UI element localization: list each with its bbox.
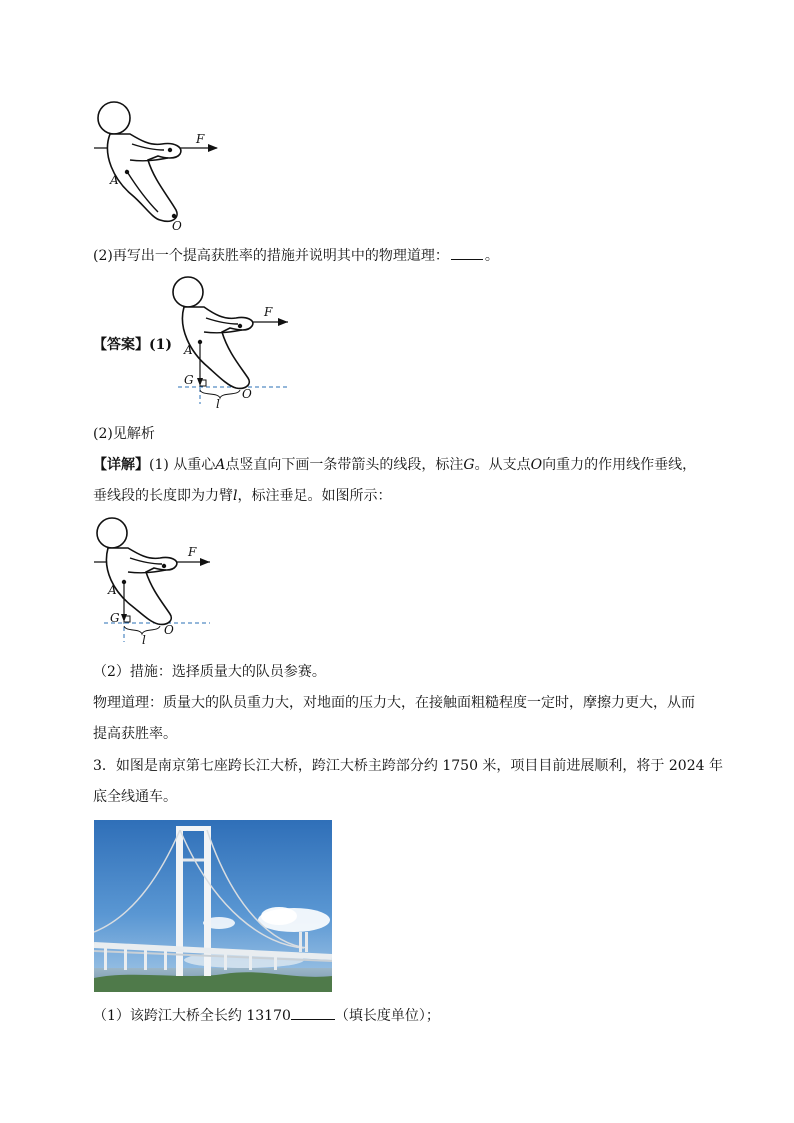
reason-line-1: 物理道理：质量大的队员重力大，对地面的压力大，在接触面粗糙程度一定时，摩擦力更大，从而 — [93, 695, 695, 711]
label-g: G — [110, 611, 120, 625]
label-o: O — [242, 387, 252, 401]
question-3-line-1: 3．如图是南京第七座跨长江大桥，跨江大桥主跨部分约 1750 米，项目目前进展顺利，将于 2024 年 — [93, 758, 723, 774]
figure-tug-of-war-1 — [92, 100, 232, 235]
bridge-photo — [94, 820, 332, 992]
label-a: A — [108, 583, 117, 597]
label-o: O — [172, 219, 182, 233]
label-a: A — [184, 343, 193, 357]
label-f: F — [196, 132, 205, 146]
question-3-sub-1: （1）该跨江大桥全长约 13170 （填长度单位）； — [93, 1008, 440, 1024]
label-g: G — [184, 373, 194, 387]
label-f: F — [188, 545, 197, 559]
answer-2: (2)见解析 — [93, 426, 155, 442]
label-l: l — [142, 633, 146, 647]
figure-answer-diagram — [168, 272, 298, 411]
reason-line-2: 提高获胜率。 — [93, 726, 177, 742]
question-2-line: (2)再写出一个提高获胜率的措施并说明其中的物理道理： 。 — [93, 248, 499, 264]
label-o: O — [164, 623, 174, 637]
label-f: F — [264, 305, 273, 319]
answer-prefix: 【答案】(1) — [93, 337, 172, 353]
label-l: l — [216, 397, 220, 411]
answer-blank — [451, 247, 483, 260]
question-2-text: (2)再写出一个提高获胜率的措施并说明其中的物理道理： — [93, 248, 449, 264]
measure-line: （2）措施：选择质量大的队员参赛。 — [93, 664, 326, 680]
detail-line-2: 垂线段的长度即为力臂l，标注垂足。如图所示： — [93, 488, 392, 504]
figure-detail-diagram — [92, 516, 222, 646]
question-3-line-2: 底全线通车。 — [93, 789, 177, 805]
detail-line-1: 【详解】(1) 从重心A点竖直向下画一条带箭头的线段，标注G。从支点O向重力的作用线作垂线， — [93, 457, 697, 473]
answer-blank — [291, 1007, 335, 1020]
label-a: A — [110, 173, 119, 187]
